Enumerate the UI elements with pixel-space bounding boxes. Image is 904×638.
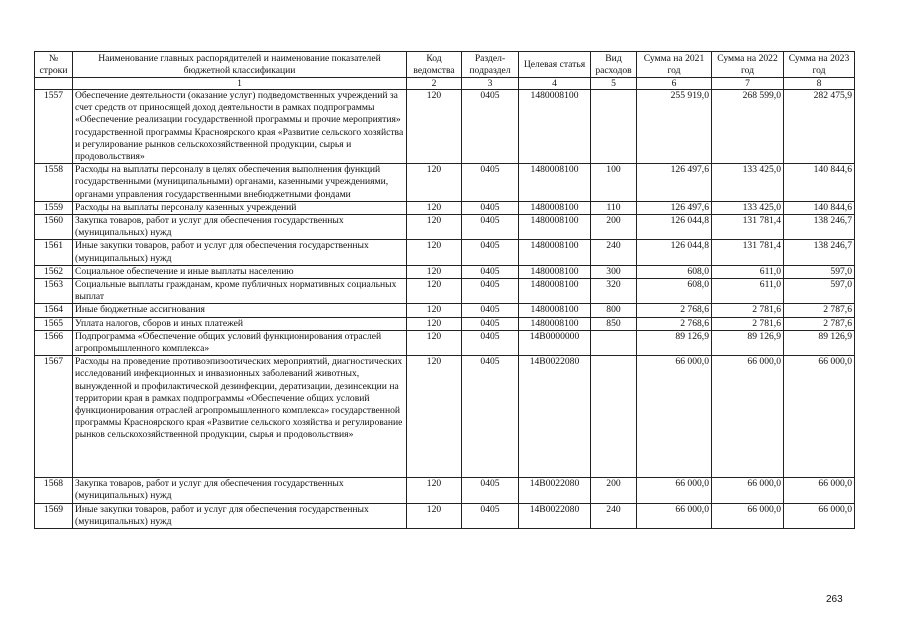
header-sum-2021: Сумма на 2021 год <box>637 52 712 78</box>
row-sum-2022: 66 000,0 <box>712 478 784 503</box>
row-sum-2023: 597,0 <box>784 265 855 278</box>
column-number: 1 <box>73 78 407 90</box>
row-sum-2021: 608,0 <box>637 279 712 304</box>
table-row <box>35 164 855 202</box>
row-number: 1557 <box>35 90 73 164</box>
row-sum-2022: 268 599,0 <box>712 90 784 164</box>
row-number: 1566 <box>35 330 73 355</box>
row-sum-2022: 611,0 <box>712 265 784 278</box>
table-row <box>35 503 855 528</box>
row-target: 14В0022080 <box>519 356 591 478</box>
row-dept-code: 120 <box>407 201 462 214</box>
row-target: 1480008100 <box>519 317 591 330</box>
row-section: 0405 <box>462 317 519 330</box>
row-section: 0405 <box>462 240 519 265</box>
row-sum-2022: 133 425,0 <box>712 201 784 214</box>
row-section: 0405 <box>462 356 519 478</box>
row-section: 0405 <box>462 478 519 503</box>
table-row <box>35 330 855 355</box>
row-name: Социальные выплаты гражданам, кроме публичных нормативных социальных выплат <box>73 279 407 304</box>
row-name: Уплата налогов, сборов и иных платежей <box>73 317 407 330</box>
row-name: Расходы на проведение противоэпизоотических мероприятий, диагностических исследований инфекционных и инвазионных заболеваний животных, вынужденной и профилактической дезинфекции, дератизации, дезинсекции на территории края в рамках подпрограммы «Обеспечение общих условий функционирования отраслей агропромышленного комплекса» государственной программы Красноярского края «Развитие сельского хозяйства и регулирование рынков сельскохозяйственной продукции, сырья и продовольствия» <box>73 356 407 478</box>
column-number: 2 <box>407 78 462 90</box>
table-row <box>35 279 855 304</box>
row-name: Обеспечение деятельности (оказание услуг) подведомственных учреждений за счет средств от приносящей доход деятельности в рамках подпрограммы «Обеспечение реализации государственной программы и прочие мероприятия» государственной программы Красноярского края «Развитие сельского хозяйства и регулирование рынков сельскохозяйственной продукции, сырья и продовольствия» <box>73 90 407 164</box>
row-sum-2021: 66 000,0 <box>637 503 712 528</box>
row-sum-2021: 66 000,0 <box>637 478 712 503</box>
header-section: Раздел-подраздел <box>462 52 519 78</box>
header-row <box>35 52 855 78</box>
row-section: 0405 <box>462 90 519 164</box>
row-sum-2023: 89 126,9 <box>784 330 855 355</box>
row-sum-2023: 2 787,6 <box>784 317 855 330</box>
row-section: 0405 <box>462 164 519 202</box>
row-sum-2022: 2 781,6 <box>712 304 784 317</box>
row-dept-code: 120 <box>407 317 462 330</box>
row-dept-code: 120 <box>407 279 462 304</box>
row-sum-2022: 2 781,6 <box>712 317 784 330</box>
row-sum-2021: 255 919,0 <box>637 90 712 164</box>
row-target: 14В0022080 <box>519 503 591 528</box>
row-name: Социальное обеспечение и иные выплаты населению <box>73 265 407 278</box>
row-name: Иные бюджетные ассигнования <box>73 304 407 317</box>
row-expense-type: 320 <box>591 279 637 304</box>
budget-table <box>34 51 855 529</box>
column-number-row <box>35 78 855 90</box>
row-sum-2021: 126 044,8 <box>637 215 712 240</box>
row-number: 1567 <box>35 356 73 478</box>
row-dept-code: 120 <box>407 330 462 355</box>
row-target: 1480008100 <box>519 279 591 304</box>
row-sum-2023: 66 000,0 <box>784 356 855 478</box>
row-sum-2023: 2 787,6 <box>784 304 855 317</box>
row-dept-code: 120 <box>407 90 462 164</box>
column-number <box>35 78 73 90</box>
row-expense-type <box>591 90 637 164</box>
row-number: 1558 <box>35 164 73 202</box>
table-row <box>35 240 855 265</box>
column-number: 5 <box>591 78 637 90</box>
row-dept-code: 120 <box>407 503 462 528</box>
table-row <box>35 356 855 478</box>
row-expense-type: 100 <box>591 164 637 202</box>
row-dept-code: 120 <box>407 164 462 202</box>
row-expense-type <box>591 356 637 478</box>
row-dept-code: 120 <box>407 304 462 317</box>
row-target: 1480008100 <box>519 201 591 214</box>
table-row <box>35 304 855 317</box>
row-sum-2021: 66 000,0 <box>637 356 712 478</box>
row-sum-2021: 608,0 <box>637 265 712 278</box>
column-number: 3 <box>462 78 519 90</box>
row-target: 1480008100 <box>519 304 591 317</box>
header-sum-2023: Сумма на 2023 год <box>784 52 855 78</box>
row-name: Иные закупки товаров, работ и услуг для обеспечения государственных (муниципальных) нужд <box>73 503 407 528</box>
row-section: 0405 <box>462 503 519 528</box>
row-number: 1568 <box>35 478 73 503</box>
page-number: 263 <box>826 594 843 605</box>
row-sum-2023: 138 246,7 <box>784 240 855 265</box>
header-expense-type: Вид расходов <box>591 52 637 78</box>
row-target: 1480008100 <box>519 164 591 202</box>
row-dept-code: 120 <box>407 265 462 278</box>
row-sum-2021: 126 497,6 <box>637 164 712 202</box>
row-sum-2022: 89 126,9 <box>712 330 784 355</box>
row-target: 1480008100 <box>519 215 591 240</box>
row-sum-2023: 66 000,0 <box>784 503 855 528</box>
table-row <box>35 265 855 278</box>
row-sum-2022: 131 781,4 <box>712 215 784 240</box>
row-target: 14В0022080 <box>519 478 591 503</box>
header-sum-2022: Сумма на 2022 год <box>712 52 784 78</box>
row-number: 1561 <box>35 240 73 265</box>
row-dept-code: 120 <box>407 356 462 478</box>
row-name: Расходы на выплаты персоналу в целях обеспечения выполнения функций государственными (муниципальными) органами, казенными учреждениями, органами управления государственными внебюджетными фондами <box>73 164 407 202</box>
row-sum-2022: 66 000,0 <box>712 503 784 528</box>
row-expense-type: 300 <box>591 265 637 278</box>
row-number: 1559 <box>35 201 73 214</box>
row-number: 1560 <box>35 215 73 240</box>
row-sum-2021: 2 768,6 <box>637 317 712 330</box>
row-expense-type <box>591 330 637 355</box>
row-expense-type: 800 <box>591 304 637 317</box>
row-sum-2022: 131 781,4 <box>712 240 784 265</box>
column-number: 8 <box>784 78 855 90</box>
row-target: 14В0000000 <box>519 330 591 355</box>
row-sum-2021: 2 768,6 <box>637 304 712 317</box>
row-number: 1565 <box>35 317 73 330</box>
row-target: 1480008100 <box>519 90 591 164</box>
column-number: 7 <box>712 78 784 90</box>
row-number: 1563 <box>35 279 73 304</box>
row-number: 1564 <box>35 304 73 317</box>
row-expense-type: 200 <box>591 215 637 240</box>
row-sum-2023: 140 844,6 <box>784 164 855 202</box>
column-number: 6 <box>637 78 712 90</box>
table-row <box>35 215 855 240</box>
table-row <box>35 201 855 214</box>
row-dept-code: 120 <box>407 240 462 265</box>
row-expense-type: 110 <box>591 201 637 214</box>
row-number: 1569 <box>35 503 73 528</box>
row-name: Закупка товаров, работ и услуг для обеспечения государственных (муниципальных) нужд <box>73 215 407 240</box>
row-dept-code: 120 <box>407 478 462 503</box>
row-sum-2021: 126 497,6 <box>637 201 712 214</box>
header-name: Наименование главных распорядителей и наименование показателей бюджетной классификации <box>73 52 407 78</box>
column-number: 4 <box>519 78 591 90</box>
row-sum-2023: 138 246,7 <box>784 215 855 240</box>
row-number: 1562 <box>35 265 73 278</box>
row-section: 0405 <box>462 201 519 214</box>
header-row-no: № строки <box>35 52 73 78</box>
row-name: Расходы на выплаты персоналу казенных учреждений <box>73 201 407 214</box>
row-sum-2022: 66 000,0 <box>712 356 784 478</box>
row-section: 0405 <box>462 265 519 278</box>
row-sum-2023: 140 844,6 <box>784 201 855 214</box>
row-section: 0405 <box>462 279 519 304</box>
table-row <box>35 90 855 164</box>
row-sum-2021: 89 126,9 <box>637 330 712 355</box>
row-sum-2023: 66 000,0 <box>784 478 855 503</box>
row-expense-type: 850 <box>591 317 637 330</box>
row-expense-type: 240 <box>591 240 637 265</box>
row-section: 0405 <box>462 330 519 355</box>
header-target: Целевая статья <box>519 52 591 78</box>
row-sum-2021: 126 044,8 <box>637 240 712 265</box>
row-sum-2022: 611,0 <box>712 279 784 304</box>
table-row <box>35 478 855 503</box>
header-dept-code: Код ведомства <box>407 52 462 78</box>
row-sum-2023: 282 475,9 <box>784 90 855 164</box>
row-name: Подпрограмма «Обеспечение общих условий функционирования отраслей агропромышленного комплекса» <box>73 330 407 355</box>
row-target: 1480008100 <box>519 240 591 265</box>
row-name: Закупка товаров, работ и услуг для обеспечения государственных (муниципальных) нужд <box>73 478 407 503</box>
row-section: 0405 <box>462 215 519 240</box>
row-sum-2023: 597,0 <box>784 279 855 304</box>
row-expense-type: 200 <box>591 478 637 503</box>
row-target: 1480008100 <box>519 265 591 278</box>
row-section: 0405 <box>462 304 519 317</box>
row-expense-type: 240 <box>591 503 637 528</box>
row-name: Иные закупки товаров, работ и услуг для обеспечения государственных (муниципальных) нужд <box>73 240 407 265</box>
table-row <box>35 317 855 330</box>
row-sum-2022: 133 425,0 <box>712 164 784 202</box>
row-dept-code: 120 <box>407 215 462 240</box>
